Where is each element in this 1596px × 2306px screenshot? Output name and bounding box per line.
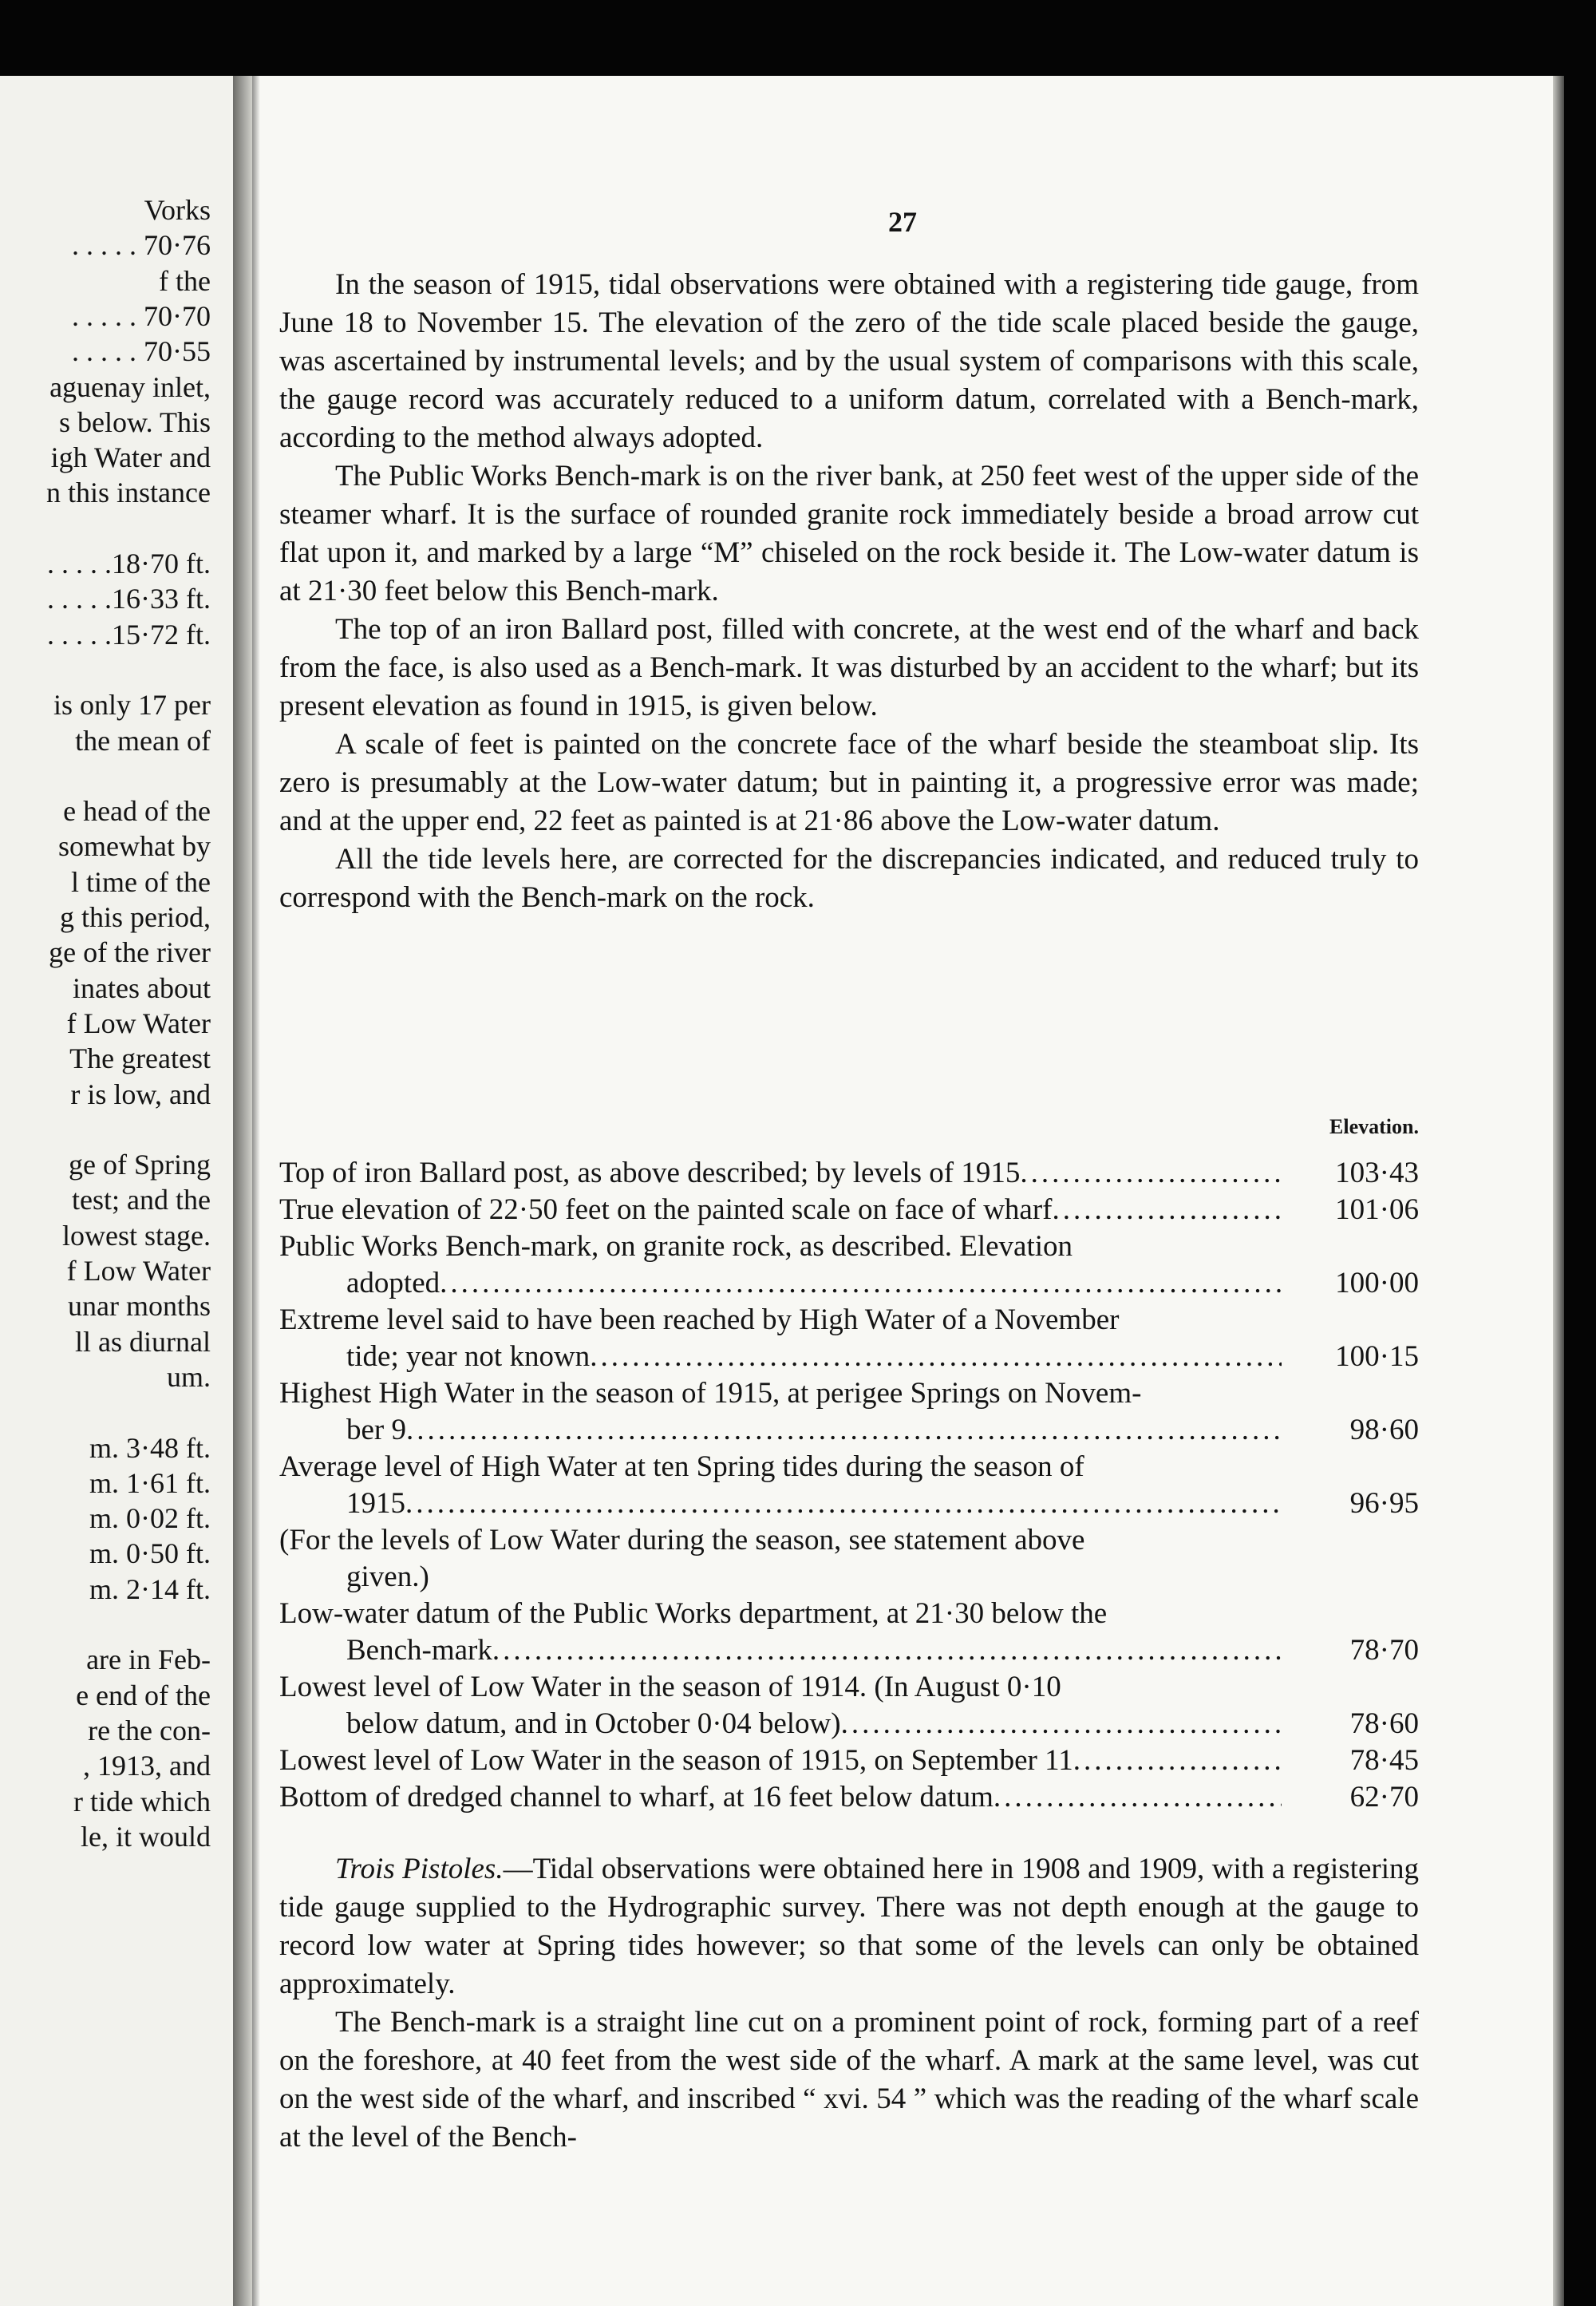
elevation-description-text: True elevation of 22·50 feet on the painted scale on face of wharf [279,1193,1053,1226]
elevation-row [279,1669,1419,1742]
elevation-description-text: tide; year not known [346,1340,591,1373]
left-page-line: f Low Water [66,1255,211,1287]
body-text [279,266,1419,917]
left-page-line: somewhat by [58,830,211,863]
left-page-line: e head of the [63,795,211,828]
elevation-description-text: Highest High Water in the season of 1915, at perigee Springs on Novem- [279,1377,1142,1410]
elevation-row [279,1228,1419,1302]
elevation-description-text: Bench-mark [346,1634,492,1667]
elevation-value: 96·95 [1349,1487,1419,1520]
left-page-line: . . . . .18·70 ft. [47,548,211,579]
elevation-description-text: 1915 [346,1487,405,1520]
left-page-line: m. 3·48 ft. [89,1431,211,1464]
book-gutter [233,76,252,2306]
elevation-description [279,1302,1282,1375]
elevation-description-text: Top of iron Ballard post, as above described; by levels of 1915 [279,1157,1021,1189]
left-page-line: s below. This [58,405,211,438]
left-page-line: l time of the [71,865,211,898]
left-page-line: m. 0·50 ft. [89,1537,211,1570]
elevation-description-text: Extreme level said to have been reached by High Water of a November [279,1303,1120,1336]
elevation-description [279,1192,1282,1228]
left-page-line: ge of Spring [69,1149,211,1181]
left-page-line: r tide which [73,1785,211,1818]
elevation-description [279,1522,1282,1596]
left-page-line: n this instance [46,477,211,509]
elevation-value: 78·60 [1349,1707,1419,1740]
left-page-line: lowest stage. [62,1219,211,1252]
left-page-line: . . . . .15·72 ft. [47,618,211,651]
page-number: 27 [888,206,917,238]
left-page [0,76,233,2306]
left-page-line: . . . . .16·33 ft. [47,583,211,615]
paragraph-text: —Tidal observations were obtained here in 1908 and 1909, with a registering tide gauge supplied to the Hydrographic survey. There was not depth enough at the gauge to record low water at Spring tides however; so that some of the levels can only be obtained approximately. [279,1853,1419,2000]
leader-dots [1020,1155,1282,1192]
elevation-description [279,1742,1282,1779]
left-page-line: the mean of [75,724,211,757]
place-name: Trois Pistoles. [335,1853,504,1885]
left-page-line: The greatest [69,1042,211,1075]
left-page-line: r is low, and [70,1078,211,1110]
elevation-header: Elevation. [1329,1115,1419,1138]
left-page-line: um. [166,1360,211,1393]
left-page-line: . . . . . 70·55 [72,335,211,368]
left-page-line: aguenay inlet, [49,370,211,403]
spine-shadow [252,76,260,2306]
elevation-row [279,1596,1419,1669]
elevation-description [279,1449,1282,1522]
left-page-line: Vorks [144,194,211,226]
elevation-value: 78·70 [1349,1634,1419,1667]
leader-dots [405,1485,1282,1522]
elevation-description-text: Bottom of dredged channel to wharf, at 16 feet below datum [279,1781,994,1814]
elevation-list [279,1155,1419,1816]
left-page-line: g this period, [60,901,211,933]
elevation-description-text: Public Works Bench-mark, on granite rock, as described. Elevation [279,1230,1073,1263]
elevation-value: 62·70 [1349,1781,1419,1814]
elevation-description-text: adopted [346,1267,440,1299]
leader-dots [406,1412,1282,1449]
left-page-line: f Low Water [66,1007,211,1039]
leader-dots [492,1632,1282,1669]
elevation-description-text: (For the levels of Low Water during the season, see statement above [279,1524,1085,1556]
left-page-line: unar months [68,1290,211,1323]
elevation-description [279,1228,1282,1302]
elevation-row [279,1155,1419,1192]
elevation-value: 100·00 [1335,1267,1419,1299]
elevation-description-text: Average level of High Water at ten Spring tides during the season of [279,1450,1084,1483]
trois-pistoles-section [279,1850,1419,2157]
elevation-row [279,1449,1419,1522]
leader-dots [994,1779,1282,1816]
paragraph: The Public Works Bench-mark is on the river bank, at 250 feet west of the upper side of the steamer wharf. It is the surface of rounded granite rock immediately beside a broad arrow cut flat upon it, and marked by a large “M” chiseled on the rock beside it. The Low-water datum is at 21·30 feet below this Bench-mark. [279,460,1419,607]
left-page-line: are in Feb- [86,1643,211,1676]
paragraph [279,1850,1419,2003]
left-page-line: m. 1·61 ft. [89,1466,211,1499]
left-page-line: m. 0·02 ft. [89,1502,211,1535]
elevation-description [279,1779,1282,1816]
elevation-row [279,1522,1419,1596]
left-page-line: ll as diurnal [75,1325,211,1358]
elevation-value: 103·43 [1335,1157,1419,1189]
paragraph: The Bench-mark is a straight line cut on a prominent point of rock, forming part of a reef on the foreshore, at 40 feet from the west side of the wharf. A mark at the same level, was cut on the west side of the wharf, and inscribed “ xvi. 54 ” which was the reading of the wharf scale at the level of the Bench- [279,2006,1419,2154]
left-page-line: re the con- [88,1714,211,1746]
elevation-description-text: Low-water datum of the Public Works department, at 21·30 below the [279,1597,1108,1630]
elevation-value: 78·45 [1349,1744,1419,1777]
elevation-value: 98·60 [1349,1414,1419,1446]
elevation-row [279,1779,1419,1816]
left-page-line: . . . . . 70·76 [72,229,211,262]
left-page-line: ge of the river [49,936,211,969]
paragraph: The top of an iron Ballard post, filled with concrete, at the west end of the wharf and back from the face, is also used as a Bench-mark. It was disturbed by an accident to the wharf; but its present elevation as found in 1915, is given below. [279,613,1419,722]
left-page-line: f the [159,264,211,297]
left-page-line: inates about [73,971,211,1004]
elevation-row [279,1375,1419,1449]
elevation-description-text: below datum, and in October 0·04 below) [346,1707,841,1740]
elevation-description [279,1155,1282,1192]
left-page-line: m. 2·14 ft. [89,1572,211,1605]
paragraph: A scale of feet is painted on the concrete face of the wharf beside the steamboat slip. Its zero is presumably at the Low-water datum; but in painting it, a progressive error was made; and at the upper end, 22 feet as painted is at 21·86 above the Low-water datum. [279,728,1419,837]
elevation-description-text: given.) [346,1560,429,1593]
left-page-line: le, it would [81,1820,211,1853]
paragraph: All the tide levels here, are corrected for the discrepancies indicated, and reduced truly to correspond with the Bench-mark on the rock. [279,843,1419,914]
left-page-line: . . . . . 70·70 [72,299,211,332]
elevation-value: 101·06 [1335,1193,1419,1226]
elevation-value: 100·15 [1335,1340,1419,1373]
elevation-row [279,1742,1419,1779]
left-page-line: e end of the [76,1679,211,1711]
leader-dots [841,1706,1282,1742]
elevation-description-text: Lowest level of Low Water in the season of 1915, on September 11 [279,1744,1073,1777]
leader-dots [1053,1192,1282,1228]
elevation-description-text: ber 9 [346,1414,406,1446]
leader-dots [1073,1742,1282,1779]
right-page [252,76,1553,2306]
elevation-row [279,1192,1419,1228]
leader-dots [440,1265,1282,1302]
elevation-description-text: Lowest level of Low Water in the season of 1914. (In August 0·10 [279,1671,1061,1703]
elevation-description [279,1669,1282,1742]
elevation-row [279,1302,1419,1375]
leader-dots [590,1339,1282,1375]
elevation-description [279,1596,1282,1669]
page-edge [1553,76,1564,2306]
paragraph: In the season of 1915, tidal observations were obtained with a registering tide gauge, from June 18 to November 15. The elevation of the zero of the tide scale placed beside the gauge, was ascertained by instrumental levels; and by the usual system of comparisons with this scale, the gauge record was accurately reduced to a uniform datum, correlated with a Bench-mark, according to the method always adopted. [279,268,1419,454]
left-page-line: , 1913, and [83,1750,211,1782]
elevation-description [279,1375,1282,1449]
left-page-line: igh Water and [50,441,211,474]
left-page-line: is only 17 per [53,689,211,722]
left-page-line: test; and the [72,1184,211,1216]
